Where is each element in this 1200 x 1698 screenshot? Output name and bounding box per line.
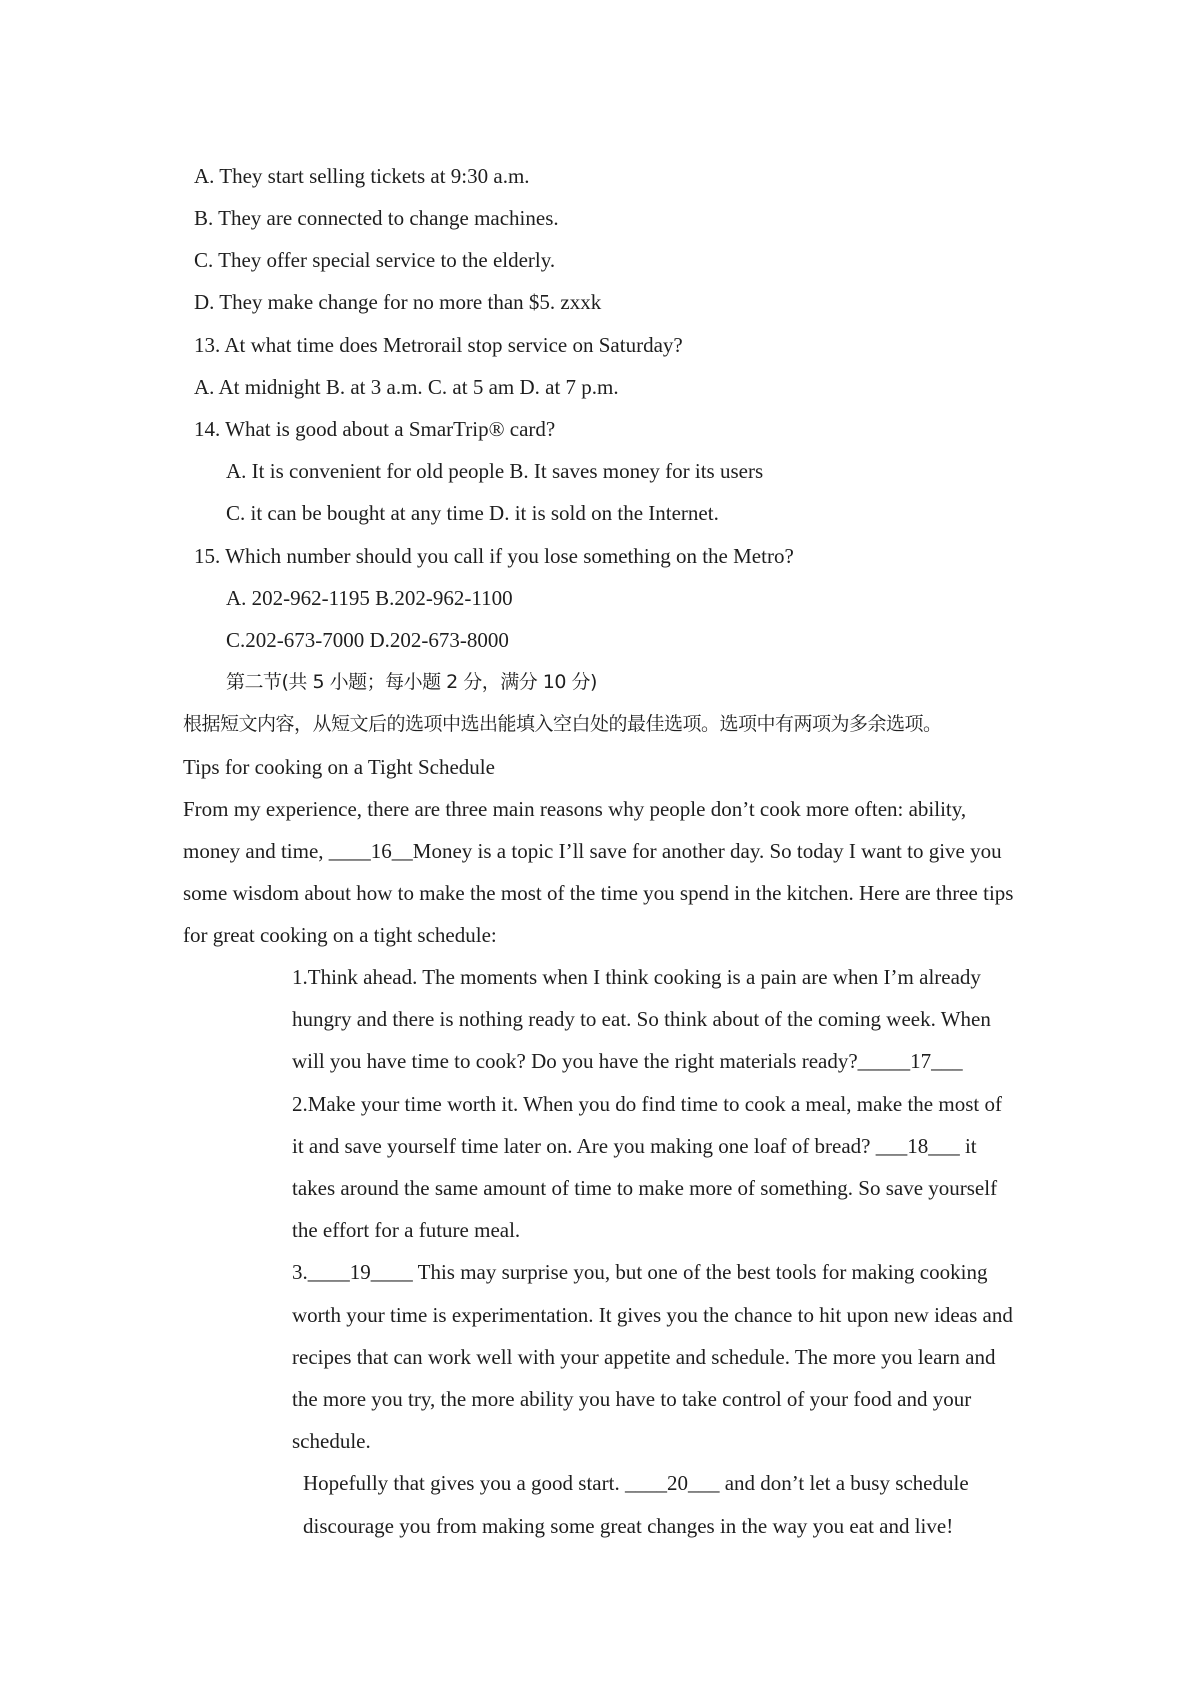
tip2-line: takes around the same amount of time to make more of something. So save yourself (292, 1176, 998, 1200)
passage-intro-line: From my experience, there are three main reasons why people don’t cook more often: ability, (183, 797, 967, 821)
tip1-line: will you have time to cook? Do you have the right materials ready?_____17___ (292, 1049, 963, 1073)
passage-intro-line: money and time, ____16__Money is a topic I’ll save for another day. So today I want to give you (183, 839, 1002, 863)
tip1-line: hungry and there is nothing ready to eat. So think about of the coming week. When (292, 1007, 991, 1031)
tip3-line: schedule. (292, 1429, 371, 1453)
q13-stem: 13. At what time does Metrorail stop service on Saturday? (194, 333, 683, 357)
q15-options-line2: C.202-673-7000 D.202-673-8000 (226, 628, 509, 652)
tip3-line: worth your time is experimentation. It gives you the chance to hit upon new ideas and (292, 1303, 1013, 1327)
q14-options-line1: A. It is convenient for old people B. It saves money for its users (226, 459, 764, 483)
tip3-line: recipes that can work well with your appetite and schedule. The more you learn and (292, 1345, 996, 1369)
tip3-line: the more you try, the more ability you have to take control of your food and your (292, 1387, 972, 1411)
tip2-line: the effort for a future meal. (292, 1218, 521, 1242)
q14-options-line2: C. it can be bought at any time D. it is sold on the Internet. (226, 501, 719, 525)
passage-intro-line: for great cooking on a tight schedule: (183, 923, 497, 947)
passage-title: Tips for cooking on a Tight Schedule (183, 755, 495, 779)
tip1-line: 1.Think ahead. The moments when I think cooking is a pain are when I’m already (292, 965, 981, 989)
q12-option-b: B. They are connected to change machines. (194, 206, 559, 230)
q14-stem: 14. What is good about a SmarTrip® card? (194, 417, 556, 441)
tip2-line: 2.Make your time worth it. When you do find time to cook a meal, make the most of (292, 1092, 1002, 1116)
q12-option-c: C. They offer special service to the elderly. (194, 248, 556, 272)
q13-options: A. At midnight B. at 3 a.m. C. at 5 am D. at 7 p.m. (194, 375, 619, 399)
section2-instruction: 根据短文内容，从短文后的选项中选出能填入空白处的最佳选项。选项中有两项为多余选项。 (183, 713, 942, 735)
tip3-line: 3.____19____ This may surprise you, but one of the best tools for making cooking (292, 1260, 988, 1284)
q12-option-d: D. They make change for no more than $5. zxxk (194, 290, 602, 314)
passage-intro-line: some wisdom about how to make the most of the time you spend in the kitchen. Here are three tips (183, 881, 1014, 905)
q12-option-a: A. They start selling tickets at 9:30 a.m. (194, 164, 530, 188)
tip2-line: it and save yourself time later on. Are you making one loaf of bread? ___18___ it (292, 1134, 977, 1158)
closing-line: Hopefully that gives you a good start. ____20___ and don’t let a busy schedule (303, 1471, 969, 1495)
q15-stem: 15. Which number should you call if you lose something on the Metro? (194, 544, 794, 568)
q15-options-line1: A. 202-962-1195 B.202-962-1100 (226, 586, 513, 610)
section2-heading: 第二节(共 5 小题；每小题 2 分，满分 10 分) (226, 671, 597, 693)
closing-line: discourage you from making some great changes in the way you eat and live! (303, 1514, 954, 1538)
